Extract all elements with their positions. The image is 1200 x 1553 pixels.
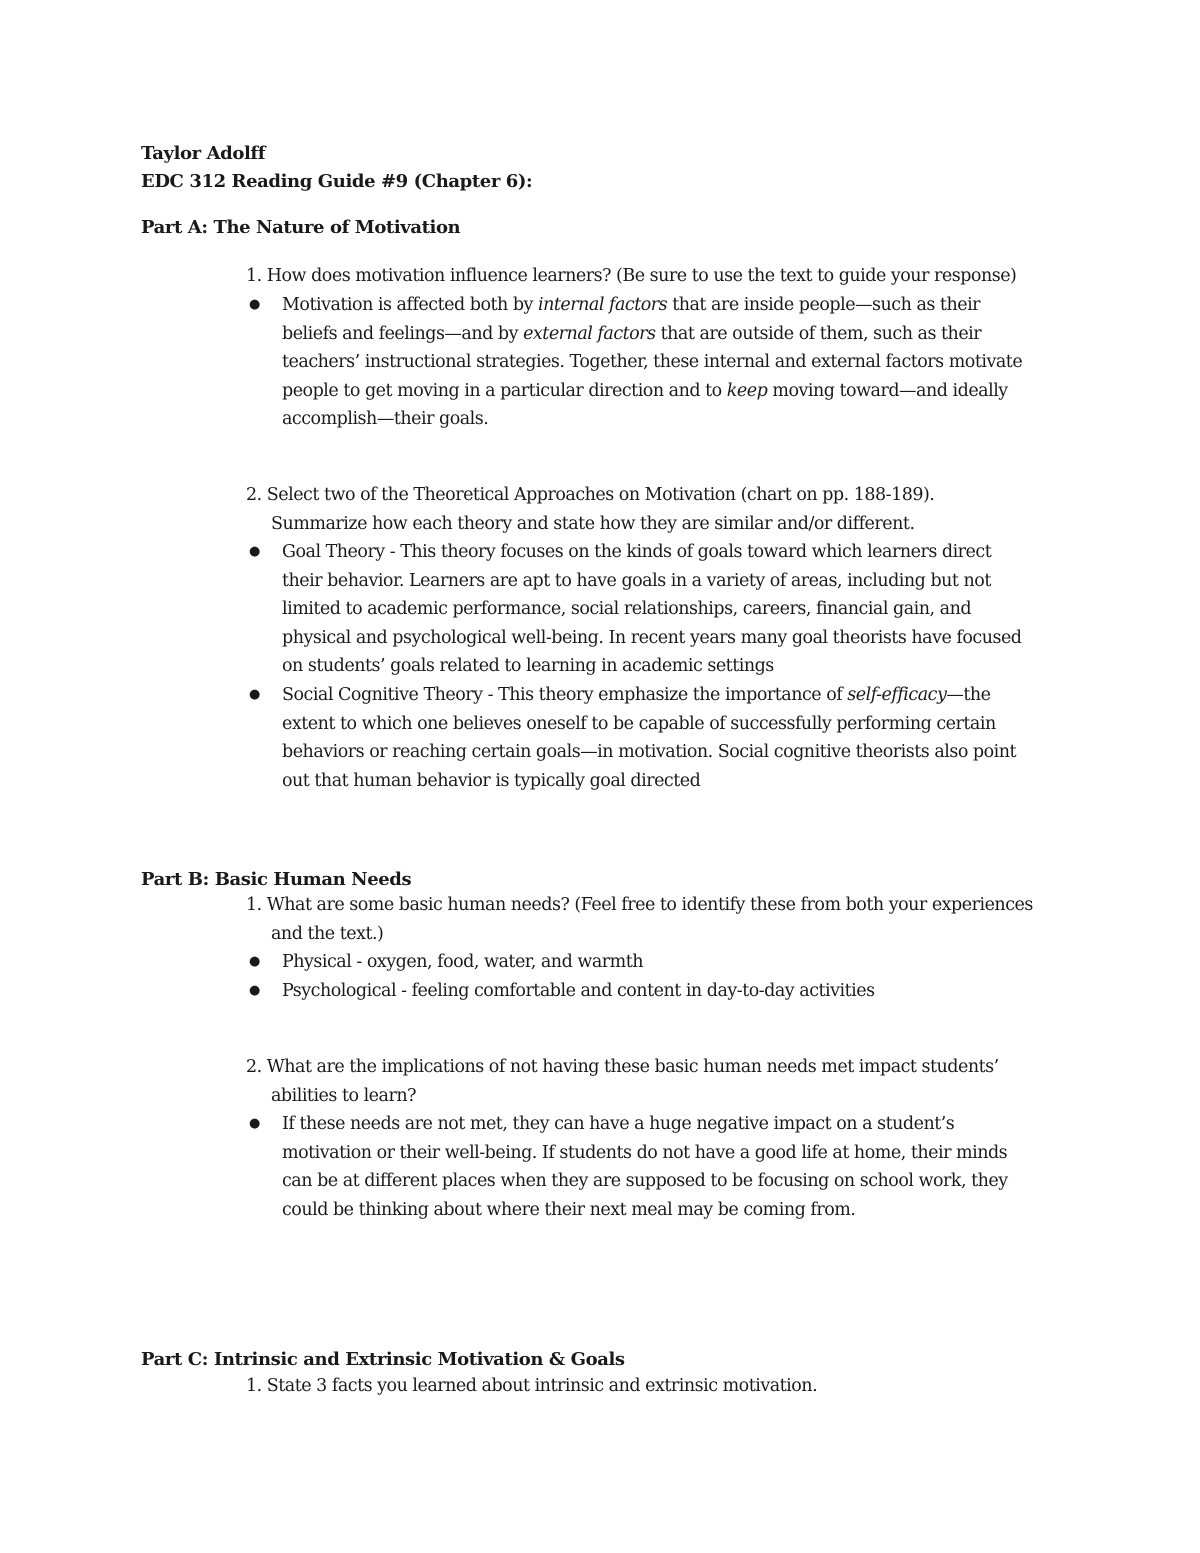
question-text-continued: Summarize how each theory and state how they are similar and/or different.	[271, 513, 915, 534]
answer-line: beliefs and feelings—and by external factors that are outside of them, such as their	[282, 323, 982, 344]
answer-line: their behavior. Learners are apt to have goals in a variety of areas, including but not	[282, 570, 991, 591]
bullet-icon: ●	[249, 544, 260, 559]
part-b-heading: Part B: Basic Human Needs	[141, 869, 412, 890]
question-text: 1. State 3 facts you learned about intrinsic and extrinsic motivation.	[246, 1376, 818, 1396]
answer-line: If these needs are not met, they can have a huge negative impact on a student’s	[282, 1114, 955, 1134]
question-text-continued: and the text.)	[271, 923, 384, 944]
part-b-question-2	[246, 1053, 999, 1110]
question-text: 1. What are some basic human needs? (Feel free to identify these from both your experiences	[246, 895, 1033, 915]
part-c-heading: Part C: Intrinsic and Extrinsic Motivation & Goals	[141, 1349, 625, 1370]
physical-needs-bullet	[246, 948, 1046, 977]
course-title: EDC 312 Reading Guide #9 (Chapter 6):	[141, 171, 533, 192]
part-a-question-1	[246, 262, 1016, 291]
answer-line: Physical - oxygen, food, water, and warmth	[282, 952, 644, 972]
answer-line: Motivation is affected both by internal factors that are inside people—such as their	[282, 295, 981, 315]
bullet-icon: ●	[249, 983, 260, 998]
social-cognitive-theory-bullet	[246, 681, 1046, 795]
author-name: Taylor Adolff	[141, 143, 266, 164]
answer-line: motivation or their well-being. If students do not have a good life at home, their minds	[282, 1142, 1008, 1163]
question-text: 2. What are the implications of not having these basic human needs met impact students’	[246, 1057, 999, 1077]
answer-line: behaviors or reaching certain goals—in motivation. Social cognitive theorists also point	[282, 742, 1017, 762]
answer-line: on students’ goals related to learning in academic settings	[282, 656, 774, 676]
answer-line: could be thinking about where their next meal may be coming from.	[282, 1199, 856, 1220]
question-text: 2. Select two of the Theoretical Approaches on Motivation (chart on pp. 188-189).	[246, 485, 935, 505]
answer-line: can be at different places when they are supposed to be focusing on school work, they	[282, 1171, 1008, 1191]
question-text-continued: abilities to learn?	[271, 1085, 416, 1106]
part-a-question-2	[246, 481, 934, 538]
answer-line: teachers’ instructional strategies. Together, these internal and external factors motivate	[282, 352, 1023, 372]
answer-line: Goal Theory - This theory focuses on the kinds of goals toward which learners direct	[282, 542, 992, 562]
bullet-icon: ●	[249, 297, 260, 312]
part-c-question-1	[246, 1372, 817, 1401]
bullet-icon: ●	[249, 1116, 260, 1131]
bullet-icon: ●	[249, 954, 260, 969]
answer-line: extent to which one believes oneself to be capable of successfully performing certain	[282, 713, 996, 734]
psychological-needs-bullet	[246, 977, 1046, 1006]
answer-line: people to get moving in a particular direction and to keep moving toward—and ideally	[282, 380, 1008, 401]
answer-line: physical and psychological well-being. In recent years many goal theorists have focused	[282, 627, 1022, 648]
part-b-question-1	[246, 891, 1033, 948]
goal-theory-bullet	[246, 538, 1046, 681]
part-b-q2-answer	[246, 1110, 1046, 1224]
question-text: 1. How does motivation influence learners? (Be sure to use the text to guide your response)	[246, 266, 1017, 286]
part-a-q1-answer	[246, 291, 1046, 434]
answer-line: limited to academic performance, social relationships, careers, financial gain, and	[282, 599, 972, 619]
answer-line: Social Cognitive Theory - This theory emphasize the importance of self-efficacy—the	[282, 685, 991, 705]
answer-line: accomplish—their goals.	[282, 409, 489, 429]
answer-line: Psychological - feeling comfortable and content in day-to-day activities	[282, 981, 875, 1001]
answer-line: out that human behavior is typically goal directed	[282, 770, 701, 791]
part-a-heading: Part A: The Nature of Motivation	[141, 217, 461, 238]
bullet-icon: ●	[249, 687, 260, 702]
